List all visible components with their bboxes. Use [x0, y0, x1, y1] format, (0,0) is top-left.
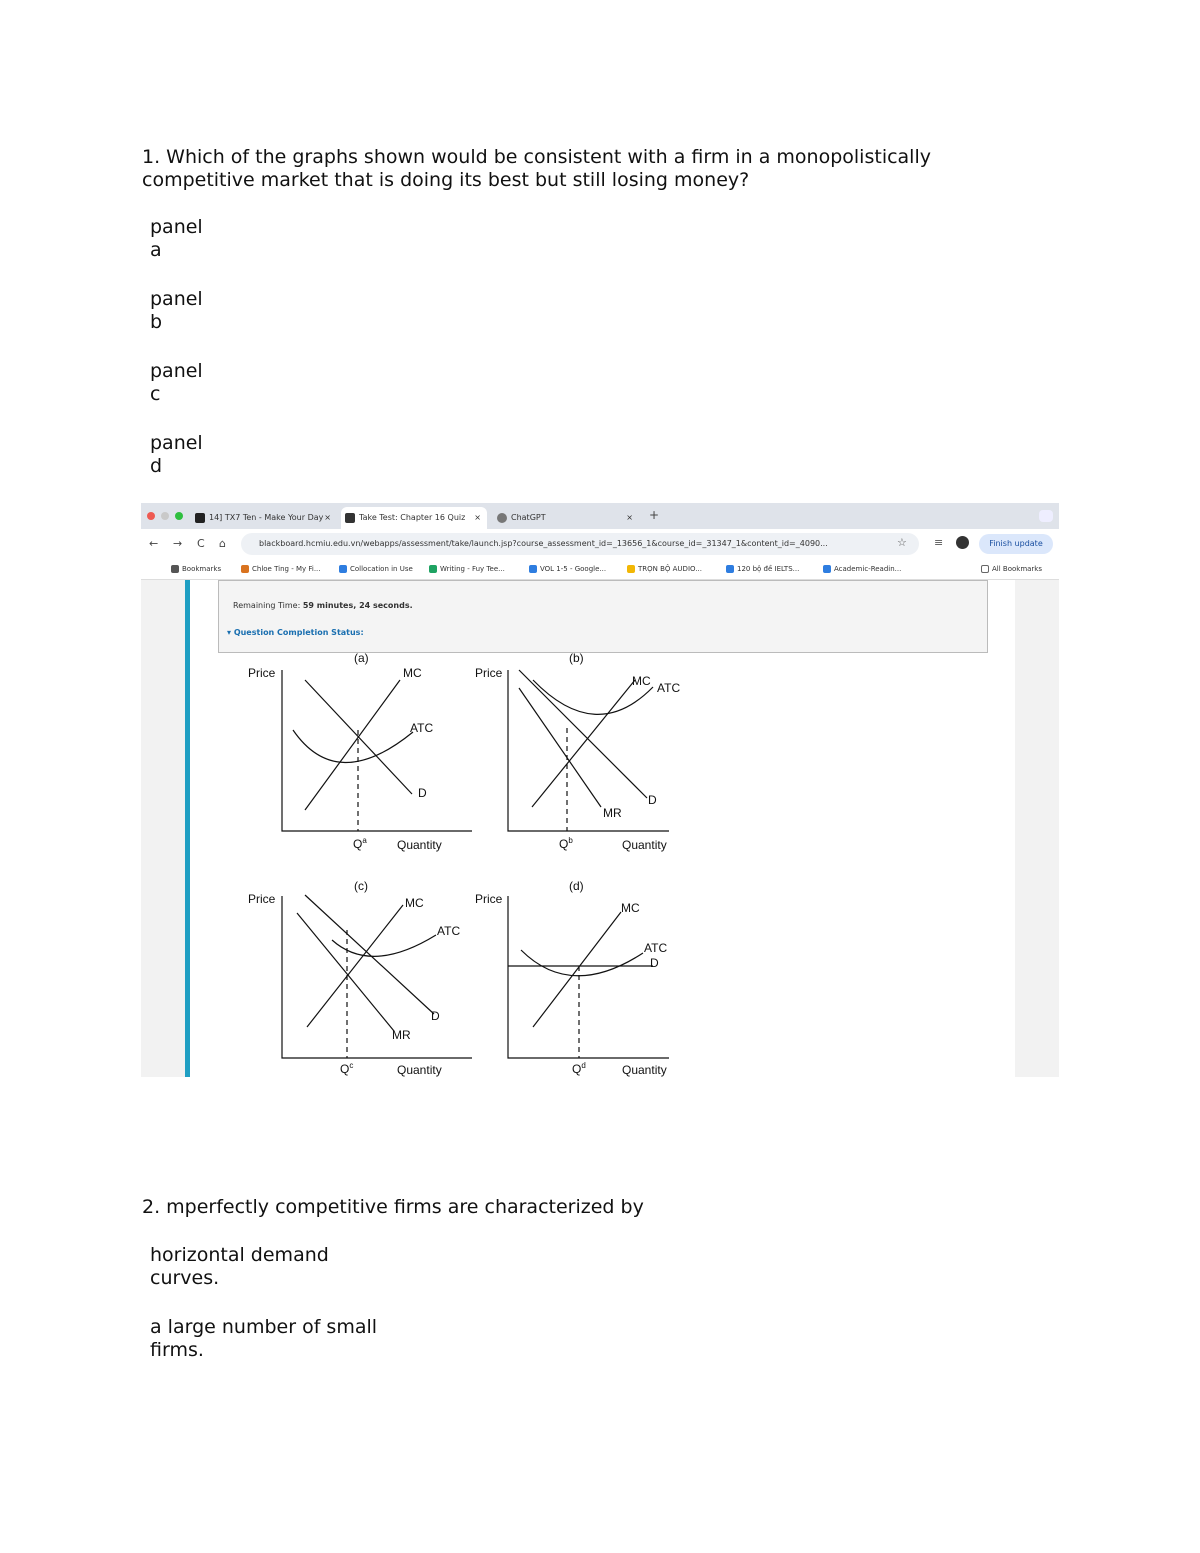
chatgpt-icon: [497, 513, 507, 523]
bookmark-item[interactable]: [339, 562, 413, 576]
drive-icon: [339, 565, 347, 573]
d-label: D: [431, 1009, 440, 1023]
forward-arrow-icon[interactable]: →: [173, 537, 183, 550]
bookmark-item[interactable]: [823, 562, 901, 576]
close-window-icon[interactable]: [147, 512, 155, 520]
price-axis-label: Price: [475, 666, 503, 680]
browser-tab-2[interactable]: [341, 507, 487, 529]
price-axis-label: Price: [475, 892, 503, 906]
panel-b: [475, 651, 680, 852]
sheets-icon: [429, 565, 437, 573]
panel-c: [248, 879, 472, 1077]
bookmark-item[interactable]: [726, 562, 799, 576]
q-label: $Q^b$: [559, 836, 573, 851]
bookmark-label: Chloe Ting - My Fi...: [252, 565, 321, 573]
quantity-axis-label: Quantity: [622, 838, 667, 852]
embedded-screenshot: [141, 503, 1059, 1077]
tab-label: 14] TX7 Ten - Make Your Day: [209, 513, 324, 522]
extensions-icon[interactable]: ≡: [934, 536, 944, 549]
q-label: $Q^a$: [353, 836, 367, 851]
home-icon[interactable]: ⌂: [219, 537, 226, 550]
panel-a-label: (a): [354, 651, 369, 665]
mr-label: MR: [392, 1028, 411, 1042]
option-label: panel: [150, 288, 203, 310]
panel-a: [248, 651, 472, 852]
bookmark-label: Collocation in Use: [350, 565, 413, 573]
tab-search-icon[interactable]: [1039, 510, 1053, 522]
tiktok-icon: [195, 513, 205, 523]
remaining-time-value: 59 minutes, 24 seconds.: [302, 601, 413, 610]
drive-icon: [529, 565, 537, 573]
tab-label: Take Test: Chapter 16 Quiz: [359, 513, 466, 522]
browser-toolbar: [141, 529, 1059, 559]
page-content: [141, 580, 1059, 1077]
option-panel-d[interactable]: [150, 432, 410, 478]
question-2-line1: 2. mperfectly competitive firms are characterized by: [142, 1196, 644, 1218]
minimize-window-icon[interactable]: [161, 512, 169, 520]
bookmark-label: TRỌN BỘ AUDIO...: [638, 565, 702, 573]
bookmark-favicon-icon: [241, 565, 249, 573]
maximize-window-icon[interactable]: [175, 512, 183, 520]
option-label: horizontal demand: [150, 1244, 329, 1266]
price-axis-label: Price: [248, 892, 276, 906]
mc-label: MC: [405, 896, 424, 910]
remaining-time-label: Remaining Time:: [233, 601, 301, 610]
quantity-axis-label: Quantity: [622, 1063, 667, 1077]
drive-icon: [823, 565, 831, 573]
option-label-cont: curves.: [150, 1267, 220, 1289]
bookmark-favicon-icon: [627, 565, 635, 573]
question-2-text: [142, 1196, 644, 1219]
back-arrow-icon[interactable]: ←: [149, 537, 159, 550]
graphs-figure: [141, 580, 1059, 1077]
mr-label: MR: [603, 806, 622, 820]
bookmark-label: Bookmarks: [182, 565, 222, 573]
question-1-text: [142, 146, 931, 192]
quantity-axis-label: Quantity: [397, 838, 442, 852]
panel-c-label: (c): [354, 879, 368, 893]
option-letter: d: [150, 455, 163, 477]
mc-label: MC: [621, 901, 640, 915]
address-bar[interactable]: [241, 533, 919, 555]
axes: [508, 896, 669, 1058]
finish-update-label: Finish update: [989, 539, 1043, 548]
mc-curve: [305, 680, 400, 810]
bookmark-item[interactable]: [627, 562, 702, 576]
blackboard-icon: [345, 513, 355, 523]
bookmark-item[interactable]: [241, 562, 321, 576]
bookmark-label: VOL 1-5 - Google...: [540, 565, 607, 573]
atc-curve: [293, 730, 413, 763]
price-axis-label: Price: [248, 666, 276, 680]
axes: [282, 670, 472, 831]
chevron-down-icon: ▾: [227, 628, 234, 637]
option-letter: a: [150, 239, 162, 261]
browser-tab-3[interactable]: [493, 507, 639, 529]
mc-curve: [307, 905, 403, 1027]
bookmarks-bar: [141, 559, 1059, 580]
q-label: $Q^d$: [572, 1061, 586, 1076]
axes: [282, 896, 472, 1058]
bookmark-star-icon[interactable]: ☆: [897, 536, 907, 549]
close-tab-icon[interactable]: ×: [324, 513, 331, 522]
atc-label: ATC: [657, 681, 681, 695]
option-label: panel: [150, 360, 203, 382]
bookmark-label: Writing - Fuy Tee...: [440, 565, 505, 573]
demand-curve: [305, 895, 434, 1014]
browser-tab-1[interactable]: [191, 507, 337, 529]
completion-status-label: Question Completion Status:: [233, 628, 364, 637]
panel-d: [475, 879, 669, 1077]
close-tab-icon[interactable]: ×: [474, 513, 481, 522]
option-label: panel: [150, 216, 203, 238]
close-tab-icon[interactable]: ×: [626, 513, 633, 522]
option-letter: b: [150, 311, 163, 333]
d-label: D: [418, 786, 427, 800]
option-panel-a[interactable]: [150, 216, 410, 262]
option-label-cont: firms.: [150, 1339, 204, 1361]
atc-label: ATC: [410, 721, 434, 735]
url-text: blackboard.hcmiu.edu.vn/webapps/assessment/take/launch.jsp?course_assessment_id=_13656_1&course_id=_31347_1&content_id=_4090...: [259, 539, 828, 548]
panel-d-label: (d): [569, 879, 584, 893]
option-label: panel: [150, 432, 203, 454]
option-panel-c[interactable]: [150, 360, 410, 406]
bookmark-item[interactable]: [171, 562, 221, 576]
option-letter: c: [150, 383, 161, 405]
atc-label: ATC: [644, 941, 668, 955]
all-bookmarks-label: All Bookmarks: [992, 565, 1043, 573]
new-tab-button[interactable]: +: [649, 508, 660, 522]
option-horizontal-demand[interactable]: [150, 1244, 410, 1290]
bookmark-item[interactable]: [529, 562, 606, 576]
bookmark-label: Academic-Readin...: [834, 565, 902, 573]
reload-icon[interactable]: C: [197, 537, 205, 550]
drive-icon: [726, 565, 734, 573]
d-label: D: [650, 956, 659, 970]
option-large-number-firms[interactable]: [150, 1316, 410, 1362]
quantity-axis-label: Quantity: [397, 1063, 442, 1077]
mc-label: MC: [403, 666, 422, 680]
browser-tab-bar: [141, 503, 1059, 529]
tab-label: ChatGPT: [511, 513, 546, 522]
mc-label: MC: [632, 674, 651, 688]
mr-curve: [519, 688, 601, 807]
mc-curve: [533, 912, 621, 1027]
folder-icon: [981, 565, 989, 573]
atc-curve: [332, 935, 436, 956]
avatar[interactable]: [956, 536, 969, 549]
all-bookmarks[interactable]: [981, 562, 1042, 576]
bookmark-item[interactable]: [429, 562, 505, 576]
mr-curve: [297, 913, 394, 1031]
finish-update-button[interactable]: [979, 534, 1053, 554]
panel-b-label: (b): [569, 651, 584, 665]
q-label: $Q^c$: [340, 1061, 354, 1076]
d-label: D: [648, 793, 657, 807]
star-icon: [171, 565, 179, 573]
bookmark-label: 120 bộ đề IELTS...: [737, 565, 800, 573]
option-label: a large number of small: [150, 1316, 378, 1338]
question-1-line1: 1. Which of the graphs shown would be consistent with a firm in a monopolistically: [142, 146, 931, 168]
atc-label: ATC: [437, 924, 461, 938]
option-panel-b[interactable]: [150, 288, 410, 334]
question-1-line2: competitive market that is doing its best but still losing money?: [142, 169, 750, 191]
